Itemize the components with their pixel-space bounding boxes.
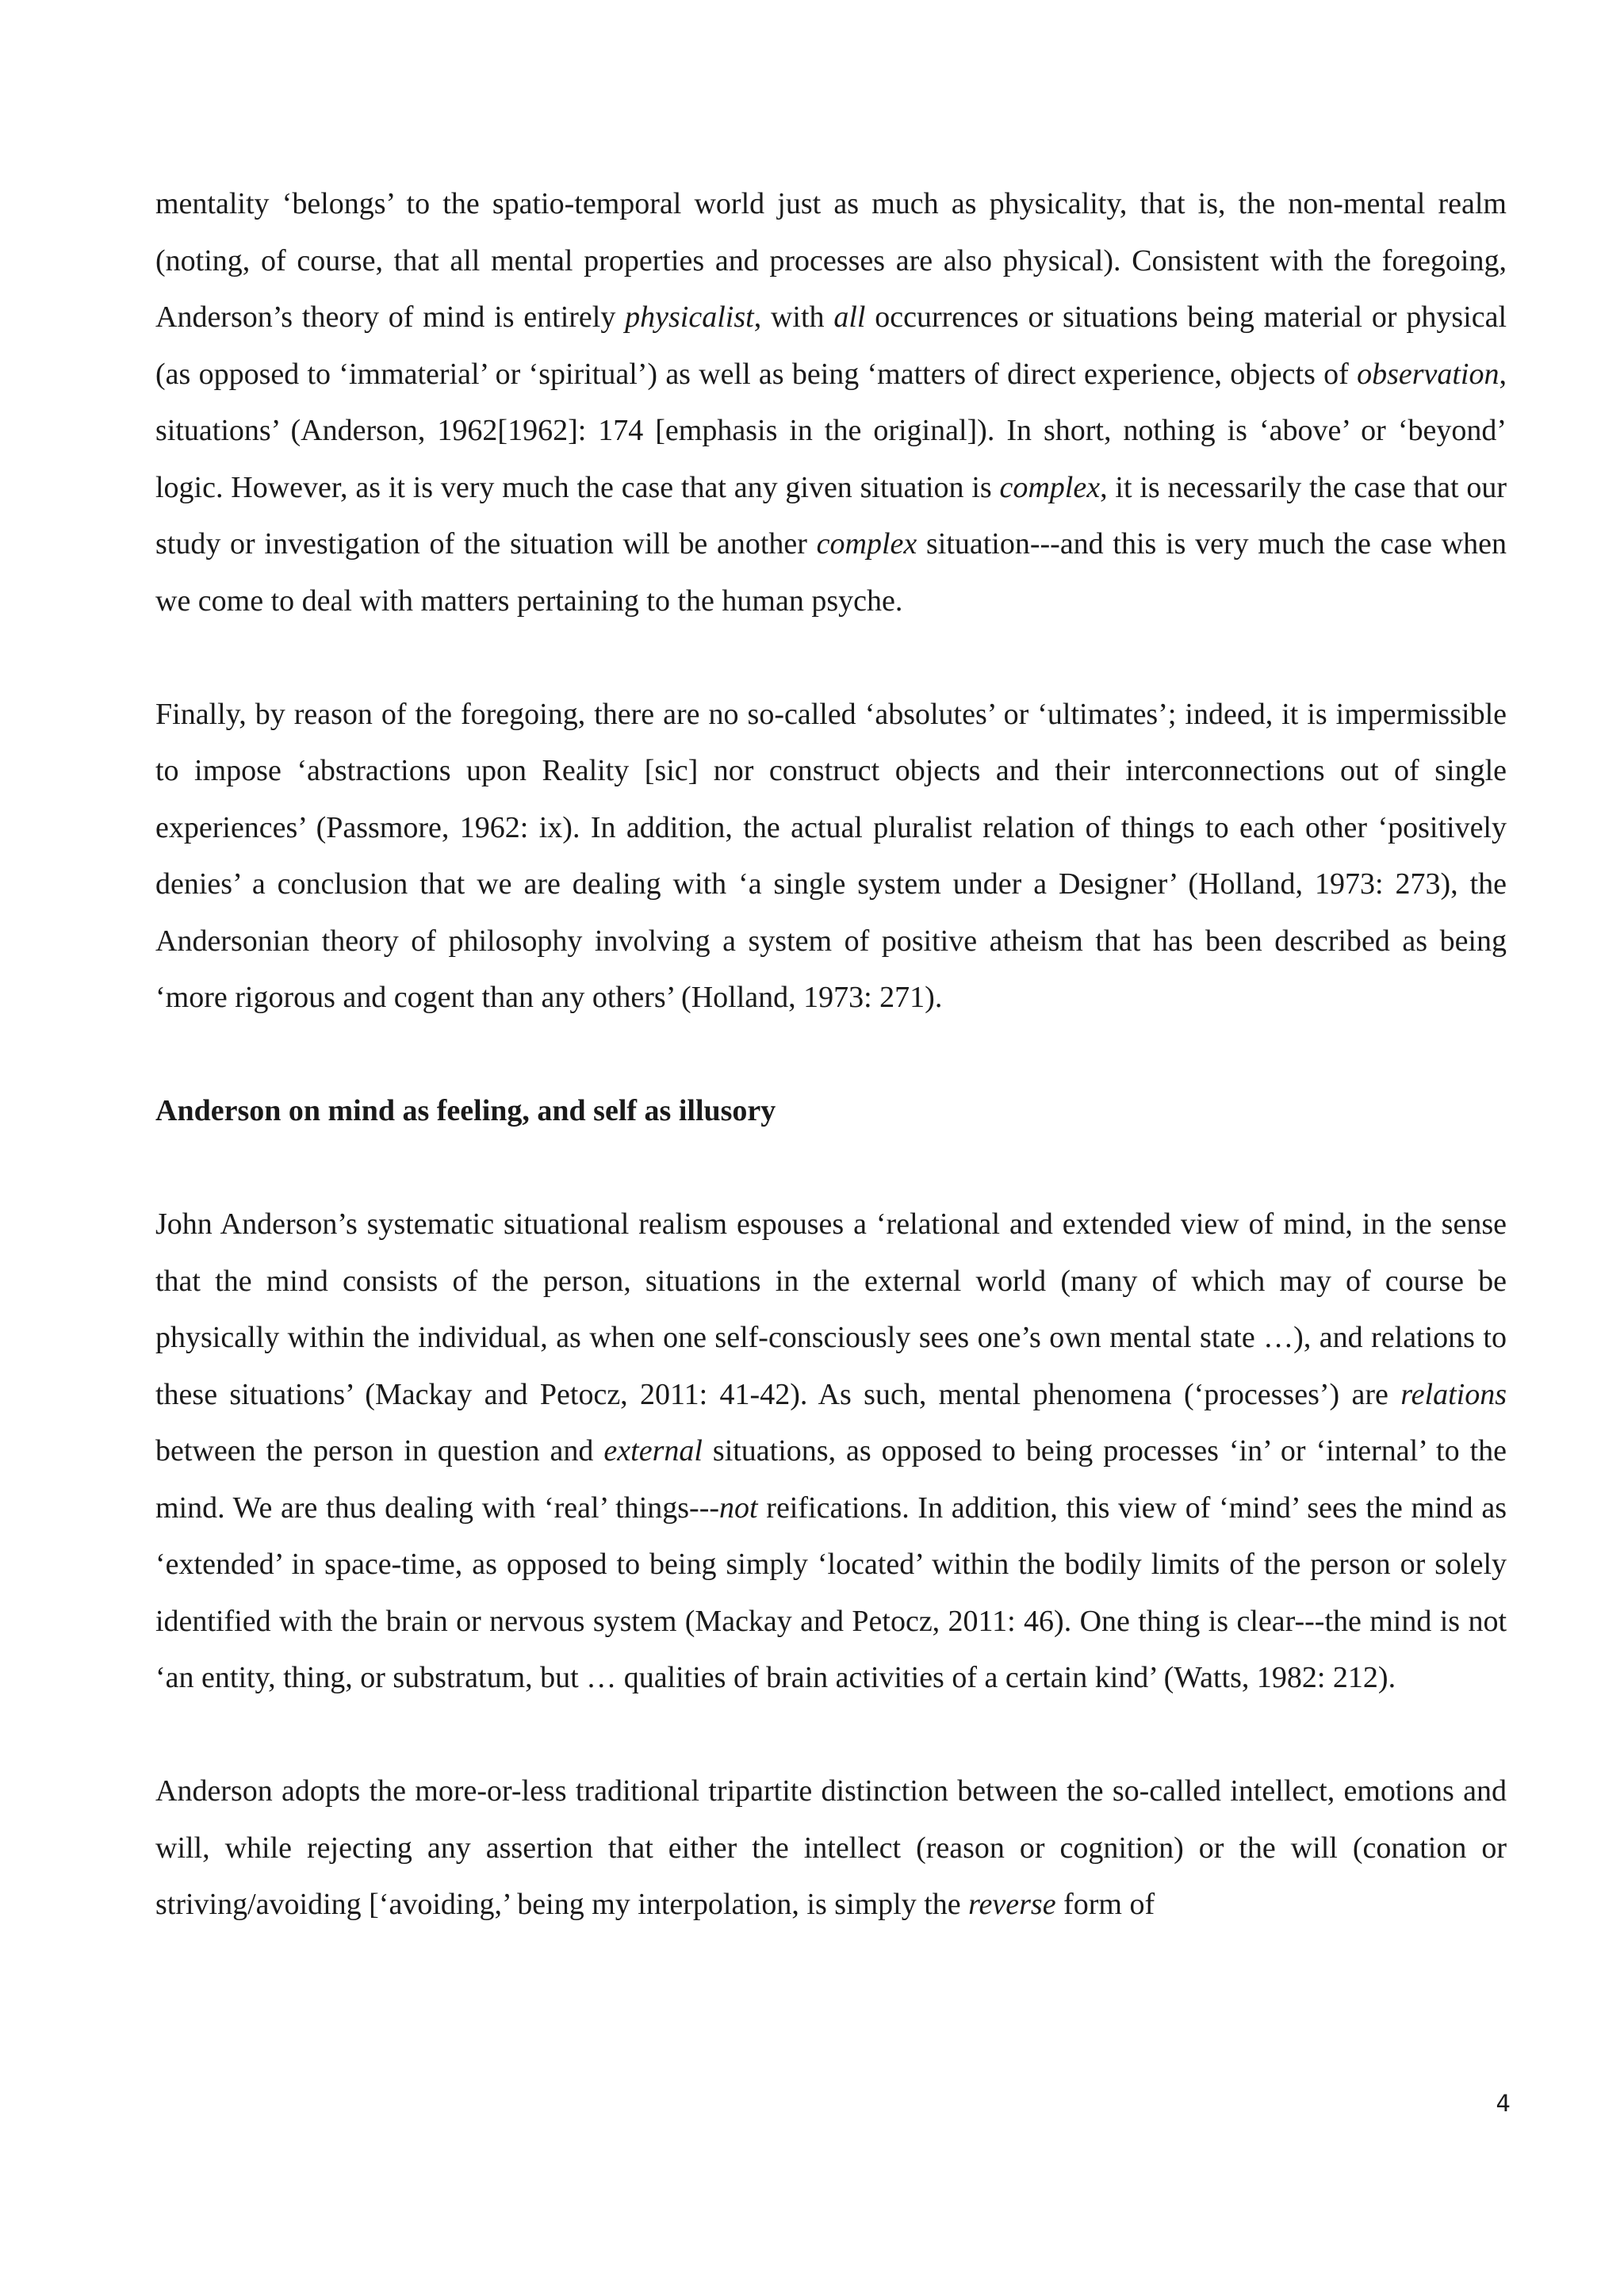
page-number: 4 [1496, 2090, 1511, 2117]
paragraph-4: Anderson adopts the more-or-less traditional tripartite distinction between the so-called intellect, emotions and will, while rejecting any assertion that either the intellect (reason or cognition) or the will (conation or striving/avoiding [‘avoiding,’ being my interpolation, is simply the reverse form of [155, 1774, 1507, 1921]
emphasis-external: external [603, 1434, 703, 1468]
paragraph-3: John Anderson’s systematic situational realism espouses a ‘relational and extended view of mind, in the sense that the mind consists of the person, situations in the external world (many of which may of course be physically within the individual, as when one self-consciously sees one’s own mental state …), and relations to these situations’ (Mackay and Petocz, 2011: 41-42). As such, mental phenomena (‘processes’) are relations between the person in question and external situations, as opposed to being processes ‘in’ or ‘internal’ to the mind. We are thus dealing with ‘real’ things---not reifications. In addition, this view of ‘mind’ sees the mind as ‘extended’ in space-time, as opposed to being simply ‘located’ within the bodily limits of the person or solely identified with the brain or nervous system (Mackay and Petocz, 2011: 46). One thing is clear---the mind is not ‘an entity, thing, or substratum, but … qualities of brain activities of a certain kind’ (Watts, 1982: 212). [155, 1207, 1507, 1694]
document-body [155, 176, 1507, 1934]
emphasis-complex: complex [999, 470, 1101, 504]
emphasis-not: not [719, 1490, 758, 1525]
emphasis-reverse: reverse [968, 1888, 1056, 1921]
emphasis-physicalist: physicalist [625, 300, 754, 334]
emphasis-observation: observation [1357, 357, 1500, 391]
emphasis-all: all [833, 300, 866, 334]
paragraph-2: Finally, by reason of the foregoing, there are no so-called ‘absolutes’ or ‘ultimates’; indeed, it is impermissible to impose ‘abstractions upon Reality [sic] nor construct objects and their interconnections out of single experiences’ (Passmore, 1962: ix). In addition, the actual pluralist relation of things to each other ‘positively denies’ a conclusion that we are dealing with ‘a single system under a Designer’ (Holland, 1973: 273), the Andersonian theory of philosophy involving a system of positive atheism that has been described as being ‘more rigorous and cogent than any others’ (Holland, 1973: 271). [155, 697, 1507, 1014]
emphasis-relations: relations [1400, 1377, 1507, 1411]
emphasis-complex-2: complex [816, 527, 917, 561]
paragraph-1: mentality ‘belongs’ to the spatio-temporal world just as much as physicality, that is, the non-mental realm (noting, of course, that all mental properties and processes are also physical). Consistent with the foregoing, Anderson’s theory of mind is entirely physicalist, with all occurrences or situations being material or physical (as opposed to ‘immaterial’ or ‘spiritual’) as well as being ‘matters of direct experience, objects of observation, situations’ (Anderson, 1962[1962]: 174 [emphasis in the original]). In short, nothing is ‘above’ or ‘beyond’ logic. However, as it is very much the case that any given situation is complex, it is necessarily the case that our study or investigation of the situation will be another complex situation---and this is very much the case when we come to deal with matters pertaining to the human psyche. [155, 187, 1507, 618]
section-heading: Anderson on mind as feeling, and self as illusory [155, 1094, 776, 1127]
